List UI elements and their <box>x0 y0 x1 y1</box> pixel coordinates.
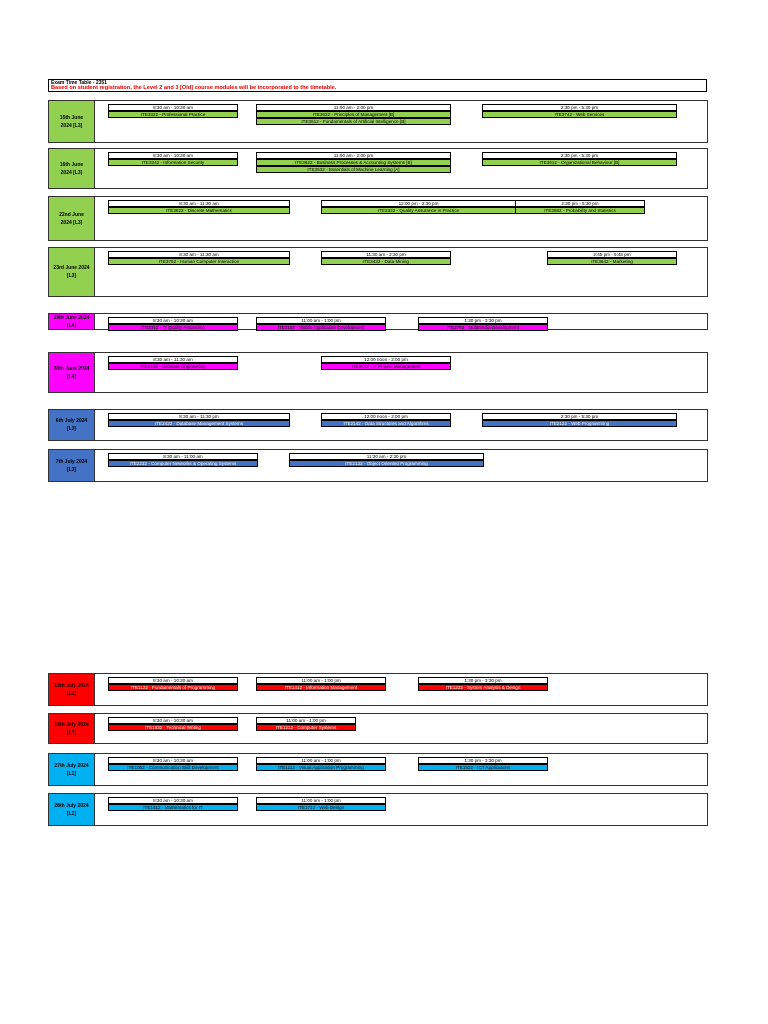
exam-slot <box>108 413 290 427</box>
exam-time: 8:30 am - 11:30 pm <box>108 413 290 420</box>
exam-module: ITE3622 - Business Processes & Accounting Systems [B] <box>256 159 451 166</box>
exam-module: ITE1052 - Communication Skill Development <box>108 764 238 771</box>
exam-time: 8:30 am - 10:30 am <box>108 717 238 724</box>
exam-module: ITE2122 - Web Programming <box>482 420 677 427</box>
exam-time: 11:00 am - 1:00 pm <box>256 797 386 804</box>
exam-slot <box>256 104 451 125</box>
exam-module: ITE2132 - Object Oriented Programming <box>289 460 484 467</box>
exam-time: 8:30 am - 10:30 am <box>108 317 238 324</box>
exam-slot <box>418 757 548 771</box>
exam-slot <box>482 104 677 118</box>
exam-slot <box>289 453 484 467</box>
exam-time: 11:30 am - 2:30 pm <box>321 251 451 258</box>
exam-slot <box>321 356 451 370</box>
exam-time: 2:30 pm - 5:30 pm <box>482 152 677 159</box>
exam-slot <box>256 797 386 811</box>
exam-date-cell: 29th June 2024 [L4] <box>49 314 95 329</box>
exam-time: 8:30 am - 10:30 am <box>108 104 238 111</box>
exam-module: ITE2142 - Data Structures and Algorithms <box>321 420 451 427</box>
exam-slot <box>108 104 238 118</box>
exam-day-row <box>48 673 708 706</box>
exam-slot <box>108 356 238 370</box>
exam-slot <box>108 797 238 811</box>
exam-time: 2:30 pm - 5:30 pm <box>482 413 677 420</box>
exam-module: ITE3752 - Human Computer Interaction <box>108 258 290 265</box>
exam-time: 11:00 am - 2:00 pm <box>256 152 451 159</box>
exam-slot <box>418 677 548 691</box>
exam-date-cell: 7th July 2024 [L3] <box>49 450 95 481</box>
exam-slot <box>547 251 677 265</box>
exam-time: 2:30 pm - 5:30 pm <box>515 200 645 207</box>
exam-slot <box>256 317 386 331</box>
exam-slot <box>321 200 516 214</box>
exam-time: 12:00 pm - 2:30 pm <box>321 200 516 207</box>
exam-date-cell: 13th July 2024 [L1] <box>49 674 95 705</box>
exam-date-cell: 23rd June 2024 [L3] <box>49 248 95 296</box>
exam-slot <box>108 152 238 166</box>
exam-module: ITE1222 - System Analysis & Design <box>418 684 548 691</box>
exam-time: 11:00 am - 1:00 pm <box>256 677 386 684</box>
timetable-title: Exam Time Table - 2351 <box>51 80 107 86</box>
timetable-header <box>48 79 707 92</box>
exam-slot <box>108 677 238 691</box>
exam-time: 8:30 am - 10:30 am <box>108 757 238 764</box>
exam-time: 8:30 am - 11:30 am <box>108 200 290 207</box>
exam-module: ITE2752 - Multimedia Development <box>418 324 548 331</box>
exam-time: 8:30 am - 10:30 am <box>108 152 238 159</box>
exam-slot <box>482 413 677 427</box>
exam-date-cell: 15th June 2024 [L3] <box>49 101 95 142</box>
exam-time: 1:30 pm - 3:30 pm <box>418 677 548 684</box>
exam-time: 2:30 pm - 5:30 pm <box>482 104 677 111</box>
exam-module: ITE2152 - Mobile Application Development <box>256 324 386 331</box>
exam-module: ITE3642 - Marketing <box>547 258 677 265</box>
exam-module: ITE2312 - IT Quality Assurance <box>108 324 238 331</box>
exam-module: ITE1812 - Mathematics for IT <box>108 804 238 811</box>
exam-time: 8:30 am - 11:30 am <box>108 356 238 363</box>
exam-module: ITE3632 - Principles of Management [B] <box>256 111 451 118</box>
exam-slot <box>515 200 645 214</box>
exam-time: 12:00 noon - 2:00 pm <box>321 356 451 363</box>
exam-slot <box>108 317 238 331</box>
exam-day-row <box>48 409 708 441</box>
exam-slot <box>256 677 386 691</box>
exam-time: 11:00 am - 1:00 pm <box>256 317 386 324</box>
exam-day-row <box>48 793 708 826</box>
exam-day-row <box>48 352 708 393</box>
timetable-note: Based on student registration, the Level 2 and 3 [Old] course modules will be incorporated to the timetable. <box>51 85 337 91</box>
exam-day-row <box>48 713 708 744</box>
exam-time: 8:30 am - 11:30 am <box>108 251 290 258</box>
exam-module: ITE1922 - ICT Applications <box>418 764 548 771</box>
exam-module: ITE3432 - Data Mining <box>321 258 451 265</box>
exam-day-row <box>48 100 708 143</box>
exam-date-cell: 16th June 2024 [L3] <box>49 149 95 188</box>
exam-module: ITE1212 - Computer Systems <box>256 724 356 731</box>
exam-day-row <box>48 753 708 786</box>
exam-time: 1:30 pm - 3:30 pm <box>418 317 548 324</box>
exam-slot <box>108 251 290 265</box>
exam-date-cell: 22nd June 2024 [L3] <box>49 197 95 240</box>
exam-slot <box>108 717 238 731</box>
exam-date-cell: 30th June 2024 [L4] <box>49 353 95 392</box>
exam-time: 2:45 pm - 5:45 pm <box>547 251 677 258</box>
exam-day-row <box>48 148 708 189</box>
exam-time: 11:00 am - 1:00 pm <box>256 717 356 724</box>
exam-module: ITE2232 - Computer Networks & Operating Systems <box>108 460 258 467</box>
exam-day-row <box>48 313 708 330</box>
exam-date-cell: 6th July 2024 [L3] <box>49 410 95 440</box>
exam-module: ITE3242 - Information Security <box>108 159 238 166</box>
exam-time: 8:30 am - 10:30 am <box>108 677 238 684</box>
exam-module: ITE3742 - Web Services <box>482 111 677 118</box>
exam-module: ITE2332 - Software Engineering <box>108 363 238 370</box>
exam-module: ITE2422 - Database Management Systems <box>108 420 290 427</box>
exam-module: ITE3822 - Discrete Mathematics <box>108 207 290 214</box>
exam-module: ITE2612 - IT Project Management <box>321 363 451 370</box>
exam-slot <box>256 717 356 731</box>
exam-time: 8:30 am - 10:30 am <box>108 797 238 804</box>
exam-day-row <box>48 449 708 482</box>
exam-day-row <box>48 196 708 241</box>
exam-time: 8:30 am - 11:00 am <box>108 453 258 460</box>
exam-slot <box>108 200 290 214</box>
exam-module: ITE3332 - Quality Assurance in Practice <box>321 207 516 214</box>
exam-slot <box>256 757 386 771</box>
exam-time: 11:00 am - 1:00 pm <box>256 757 386 764</box>
exam-module: ITE3532 - Essentials of Machine Learning [A] <box>256 166 451 173</box>
exam-module: ITE3512 - Fundamentals of Artificial Intelligence [B] <box>256 118 451 125</box>
exam-slot <box>418 317 548 331</box>
exam-date-cell: 28th July 2024 [L1] <box>49 794 95 825</box>
exam-time: 11:30 am - 2:30 pm <box>289 453 484 460</box>
exam-day-row <box>48 247 708 297</box>
exam-module: ITE3322 - Professional Practice <box>108 111 238 118</box>
exam-time: 11:00 am - 2:00 pm <box>256 104 451 111</box>
exam-slot <box>321 251 451 265</box>
exam-module: ITE1412 - Information Management <box>256 684 386 691</box>
exam-module: ITE1112 - Visual Application Programming <box>256 764 386 771</box>
exam-slot <box>256 152 451 173</box>
exam-slot <box>108 757 238 771</box>
exam-module: ITE3882 - Probability and Statistics <box>515 207 645 214</box>
exam-slot <box>482 152 677 166</box>
exam-date-cell: 14th July 2024 [L1] <box>49 714 95 743</box>
exam-time: 1:30 pm - 3:30 pm <box>418 757 548 764</box>
exam-date-cell: 27th July 2024 [L1] <box>49 754 95 785</box>
exam-slot <box>108 453 258 467</box>
exam-module: ITE3612 - Organizational Behaviour [B] <box>482 159 677 166</box>
exam-module: ITE1122 - Fundamentals of Programming <box>108 684 238 691</box>
exam-module: ITE1712 - Web Design <box>256 804 386 811</box>
exam-slot <box>321 413 451 427</box>
exam-module: ITE1932 - Technical Writing <box>108 724 238 731</box>
exam-time: 12:00 noon - 2:00 pm <box>321 413 451 420</box>
